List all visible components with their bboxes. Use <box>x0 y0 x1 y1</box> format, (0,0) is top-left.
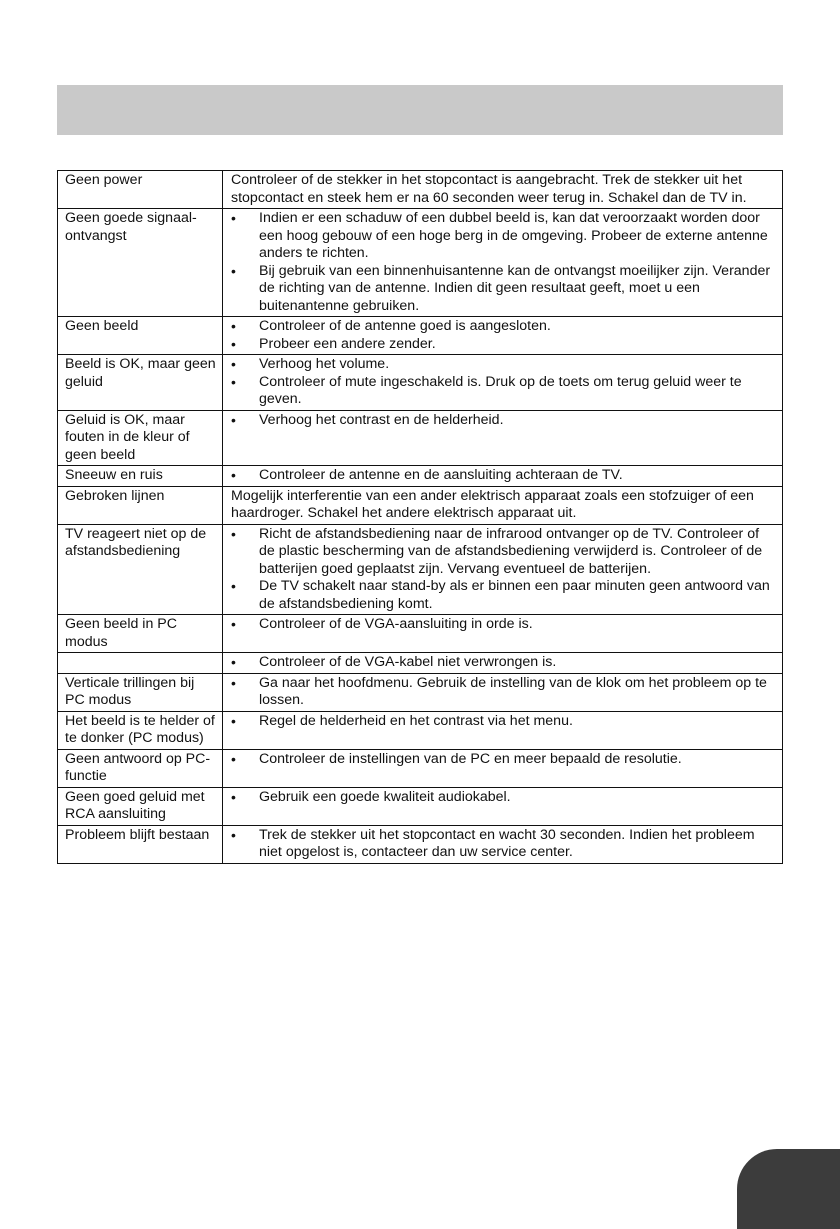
solution-cell: Controleer of de stekker in het stopcontact is aangebracht. Trek de stekker uit het stopcontact en steek hem er na 60 seconden weer terug in. Schakel dan de TV in. <box>223 171 783 209</box>
solution-list-item: • Controleer of mute ingeschakeld is. Druk op de toets om terug geluid weer te geven. <box>231 374 776 409</box>
table-row <box>58 749 783 787</box>
solution-list-item: • Controleer de antenne en de aansluiting achteraan de TV. <box>231 467 776 485</box>
problem-cell: Geen beeld <box>58 317 223 355</box>
solution-list <box>231 526 776 614</box>
problem-cell: Geen goede signaal-ontvangst <box>58 209 223 317</box>
table-row <box>58 486 783 524</box>
problem-cell: Geen beeld in PC modus <box>58 615 223 653</box>
solution-cell <box>223 209 783 317</box>
problem-cell: Probleem blijft bestaan <box>58 825 223 863</box>
solution-list <box>231 356 776 409</box>
table-row <box>58 653 783 674</box>
solution-list-item: • Trek de stekker uit het stopcontact en wacht 30 seconden. Indien het probleem niet opgelost is, contacteer dan uw service center. <box>231 827 776 862</box>
solution-cell <box>223 787 783 825</box>
solution-cell <box>223 615 783 653</box>
problem-cell: Het beeld is te helder of te donker (PC modus) <box>58 711 223 749</box>
problem-cell: TV reageert niet op de afstandsbediening <box>58 524 223 615</box>
problem-cell: Beeld is OK, maar geen geluid <box>58 355 223 411</box>
solution-list-item: • Controleer of de antenne goed is aangesloten. <box>231 318 776 336</box>
solution-list <box>231 675 776 710</box>
problem-cell: Geen antwoord op PC-functie <box>58 749 223 787</box>
solution-list-item: • Verhoog het contrast en de helderheid. <box>231 412 776 430</box>
solution-list-item: • Controleer of de VGA-kabel niet verwrongen is. <box>231 654 776 672</box>
solution-list-item: • Regel de helderheid en het contrast via het menu. <box>231 713 776 731</box>
solution-cell <box>223 466 783 487</box>
table-row <box>58 825 783 863</box>
table-row <box>58 317 783 355</box>
solution-list-item: • Controleer of de VGA-aansluiting in orde is. <box>231 616 776 634</box>
problem-cell: Sneeuw en ruis <box>58 466 223 487</box>
table-row <box>58 615 783 653</box>
solution-list-item: • Richt de afstandsbediening naar de infrarood ontvanger op de TV. Controleer of de plastic bescherming van de afstandsbediening verwijderd is. Controleer of de batterijen goed geplaatst zijn. Vervang eventueel de batterijen. <box>231 526 776 579</box>
problem-cell: Geen power <box>58 171 223 209</box>
solution-list <box>231 827 776 862</box>
table-row <box>58 524 783 615</box>
problem-cell: Gebroken lijnen <box>58 486 223 524</box>
solution-cell <box>223 653 783 674</box>
table-row <box>58 209 783 317</box>
solution-cell <box>223 410 783 466</box>
solution-list <box>231 789 776 807</box>
solution-list-item: • De TV schakelt naar stand-by als er binnen een paar minuten geen antwoord van de afstandsbediening komt. <box>231 578 776 613</box>
solution-list <box>231 318 776 353</box>
solution-cell: Mogelijk interferentie van een ander elektrisch apparaat zoals een stofzuiger of een haardroger. Schakel het andere elektrisch apparaat uit. <box>223 486 783 524</box>
solution-list <box>231 467 776 485</box>
solution-cell <box>223 711 783 749</box>
solution-list-item: • Indien er een schaduw of een dubbel beeld is, kan dat veroorzaakt worden door een hoog gebouw of een hoge berg in de omgeving. Probeer de externe antenne anders te richten. <box>231 210 776 263</box>
solution-list-item: • Ga naar het hoofdmenu. Gebruik de instelling van de klok om het probleem op te lossen. <box>231 675 776 710</box>
solution-cell <box>223 317 783 355</box>
solution-cell <box>223 524 783 615</box>
troubleshooting-table <box>57 170 783 864</box>
troubleshooting-table-body <box>58 171 783 864</box>
solution-list <box>231 616 776 634</box>
solution-list-item: • Controleer de instellingen van de PC en meer bepaald de resolutie. <box>231 751 776 769</box>
solution-cell <box>223 673 783 711</box>
solution-cell <box>223 825 783 863</box>
page-number-tab <box>737 1149 840 1229</box>
solution-list <box>231 713 776 731</box>
solution-list <box>231 412 776 430</box>
solution-list <box>231 751 776 769</box>
table-row <box>58 466 783 487</box>
solution-list <box>231 210 776 315</box>
table-row <box>58 711 783 749</box>
table-row <box>58 355 783 411</box>
table-row <box>58 171 783 209</box>
problem-cell <box>58 653 223 674</box>
solution-list-item: • Gebruik een goede kwaliteit audiokabel. <box>231 789 776 807</box>
section-header-bar <box>57 85 783 135</box>
problem-cell: Geluid is OK, maar fouten in de kleur of geen beeld <box>58 410 223 466</box>
solution-list-item: • Probeer een andere zender. <box>231 336 776 354</box>
solution-list-item: • Verhoog het volume. <box>231 356 776 374</box>
table-row <box>58 787 783 825</box>
solution-cell <box>223 355 783 411</box>
problem-cell: Verticale trillingen bij PC modus <box>58 673 223 711</box>
solution-list-item: • Bij gebruik van een binnenhuisantenne kan de ontvangst moeilijker zijn. Verander de richting van de antenne. Indien dit geen resultaat geeft, moet u een buitenantenne gebruiken. <box>231 263 776 316</box>
table-row <box>58 410 783 466</box>
problem-cell: Geen goed geluid met RCA aansluiting <box>58 787 223 825</box>
table-row <box>58 673 783 711</box>
solution-list <box>231 654 776 672</box>
solution-cell <box>223 749 783 787</box>
